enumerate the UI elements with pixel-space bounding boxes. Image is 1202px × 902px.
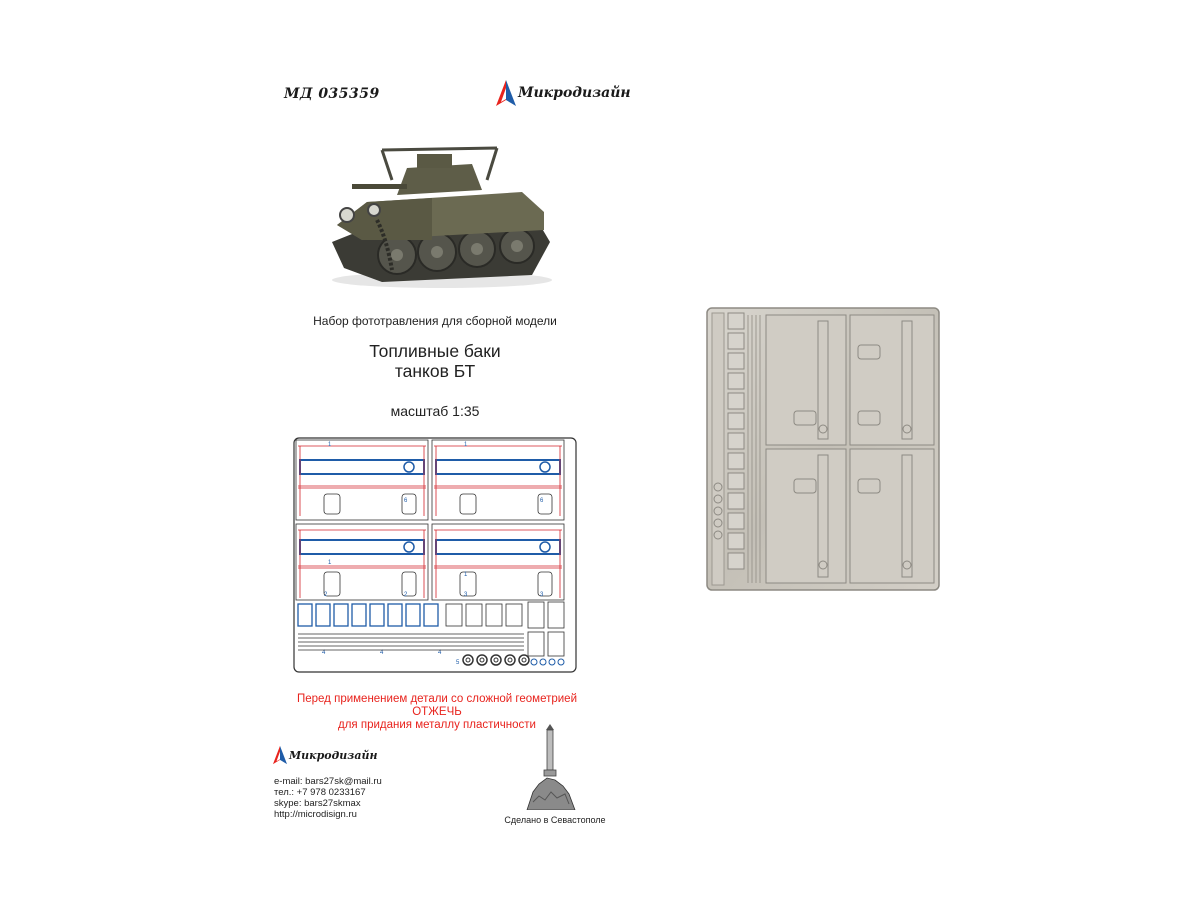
sevastopol-monument-icon <box>519 722 581 810</box>
fret-label-3b: 3 <box>540 592 544 598</box>
contact-info <box>274 776 382 820</box>
fret-label-6a: 6 <box>404 498 408 504</box>
contact-skype: skype: bars27skmax <box>274 798 361 809</box>
contact-email[interactable]: e-mail: bars27sk@mail.ru <box>274 776 382 787</box>
fret-label-3a: 3 <box>464 592 468 598</box>
fret-label-4c: 4 <box>438 650 442 656</box>
brand-name-small: Микродизайн <box>289 748 378 762</box>
warning-line1: Перед применением детали со сложной геометрией <box>296 693 577 705</box>
warning-line2: ОТЖЕЧЬ <box>412 706 462 718</box>
fret-label-1b: 1 <box>464 442 468 448</box>
kit-title-line2: танков БТ <box>394 361 476 381</box>
warning-line3: для придания металлу пластичности <box>338 719 536 731</box>
brand-name: Микродизайн <box>518 85 631 101</box>
fret-label-2a: 2 <box>324 592 328 598</box>
fret-label-5: 5 <box>456 660 460 666</box>
made-in-label: Сделано в Севастополе <box>504 815 606 825</box>
contact-website[interactable]: http://microdisign.ru <box>274 809 357 820</box>
kit-subtitle: Набор фототравления для сборной модели <box>313 314 557 328</box>
contact-phone: тел.: +7 978 0233167 <box>274 787 366 798</box>
fret-label-4a: 4 <box>322 650 326 656</box>
product-code: МД 035359 <box>284 86 380 102</box>
fret-label-1d: 1 <box>464 572 468 578</box>
fret-label-2b: 2 <box>404 592 408 598</box>
brand-flag-icon <box>273 745 287 765</box>
brand-logo <box>496 80 631 106</box>
kit-scale: масштаб 1:35 <box>390 403 480 419</box>
fret-label-6b: 6 <box>540 498 544 504</box>
fret-label-4b: 4 <box>380 650 384 656</box>
kit-title-line1: Топливные баки <box>369 341 501 361</box>
photo-etched-sheet-image <box>706 307 940 591</box>
brand-logo-small <box>273 745 377 765</box>
brand-flag-icon <box>496 80 516 106</box>
fret-label-1a: 1 <box>328 442 332 448</box>
fret-diagram <box>290 436 580 676</box>
fret-label-1c: 1 <box>328 560 332 566</box>
tank-image <box>322 140 554 290</box>
